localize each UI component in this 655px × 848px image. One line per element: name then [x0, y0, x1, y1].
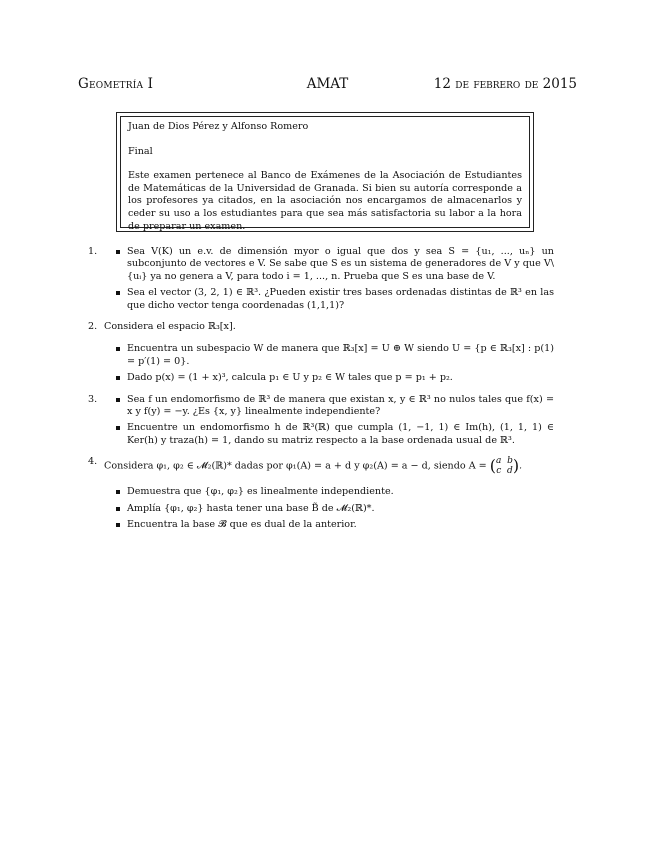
list-item: Sea V(K) un e.v. de dimensión myor o igual que dos y sea S = {u₁, ..., uₙ} un subconjunto de vectores e V. Se sabe que S es un sistema de generadores de V y que V\{uᵢ} ya no genera a V, para todo i = 1, ..., n. Prueba que S es una base de V. — [88, 246, 554, 283]
list-item: Sea el vector (3, 2, 1) ∈ ℝ³. ¿Pueden existir tres bases ordenadas distintas de ℝ³ en las que dicho vector tenga coordenadas (1,1,1)? — [88, 287, 554, 312]
bullet-icon — [116, 291, 120, 295]
question-items — [88, 246, 554, 312]
list-item: Encuentra la base 𝓑 que es dual de la anterior. — [88, 519, 554, 531]
association-name: AMAT — [306, 76, 349, 92]
question-items — [88, 486, 554, 531]
questions — [88, 246, 554, 541]
question-number: 4. — [88, 456, 98, 468]
description: Este examen pertenece al Banco de Exámenes de la Asociación de Estudiantes de Matemáticas de la Universidad de Granada. Si bien su autoría corresponde a los profesores ya citados, en la asociación nos encargamos de almacenarlos y ceder su uso a los estudiantes para que sea más satisfactoria su labor a la hora de preparar un examen. — [128, 170, 522, 232]
list-item: Amplía {φ₁, φ₂} hasta tener una base B̃ de 𝓜₂(ℝ)*. — [88, 503, 554, 515]
list-item: Demuestra que {φ₁, φ₂} es linealmente independiente. — [88, 486, 554, 498]
authors: Juan de Dios Pérez y Alfonso Romero — [128, 121, 309, 132]
list-item: Encuentra un subespacio W de manera que ℝ₃[x] = U ⊕ W siendo U = {p ∈ ℝ₃[x] : p(1) = p′(1) = 0}. — [88, 343, 554, 368]
exam-type: Final — [128, 145, 153, 157]
bullet-icon — [116, 490, 120, 494]
question-number: 2. — [88, 321, 98, 333]
bullet-icon — [116, 398, 120, 402]
exam-date: 12 de febrero de 2015 — [433, 76, 577, 92]
page-header — [78, 76, 577, 94]
question-2 — [88, 321, 554, 385]
question-intro: Considera el espacio ℝ₃[x]. — [104, 321, 236, 333]
question-items — [88, 394, 554, 448]
question-number: 1. — [88, 246, 98, 257]
bullet-icon — [116, 250, 120, 254]
question-1 — [88, 246, 554, 312]
bullet-icon — [116, 426, 120, 430]
question-4 — [88, 456, 554, 531]
list-item: Encuentre un endomorfismo h de ℝ³(ℝ) que cumpla (1, −1, 1) ∈ Im(h), (1, 1, 1) ∈ Ker(h) y traza(h) = 1, dando su matriz respecto a la base ordenada usual de ℝ³. — [88, 422, 554, 447]
list-item: Dado p(x) = (1 + x)³, calcula p₁ ∈ U y p₂ ∈ W tales que p = p₁ + p₂. — [88, 372, 554, 384]
question-intro: Considera φ₁, φ₂ ∈ 𝓜₂(ℝ)* dadas por φ₁(A) = a + d y φ₂(A) = a − d, siendo A = (a b c d). — [104, 456, 523, 477]
info-box-inner — [120, 116, 530, 232]
bullet-icon — [116, 523, 120, 527]
question-items — [88, 343, 554, 384]
question-number: 3. — [88, 393, 98, 405]
bullet-icon — [116, 347, 120, 351]
course-title: Geometría I — [78, 76, 154, 92]
question-3 — [88, 394, 554, 448]
list-item: Sea f un endomorfismo de ℝ³ de manera que existan x, y ∈ ℝ³ no nulos tales que f(x) = x y f(y) = −y. ¿Es {x, y} linealmente independiente? — [88, 394, 554, 419]
bullet-icon — [116, 376, 120, 380]
info-box — [116, 112, 534, 232]
bullet-icon — [116, 507, 120, 511]
matrix-A: (a b c d). — [489, 456, 523, 477]
